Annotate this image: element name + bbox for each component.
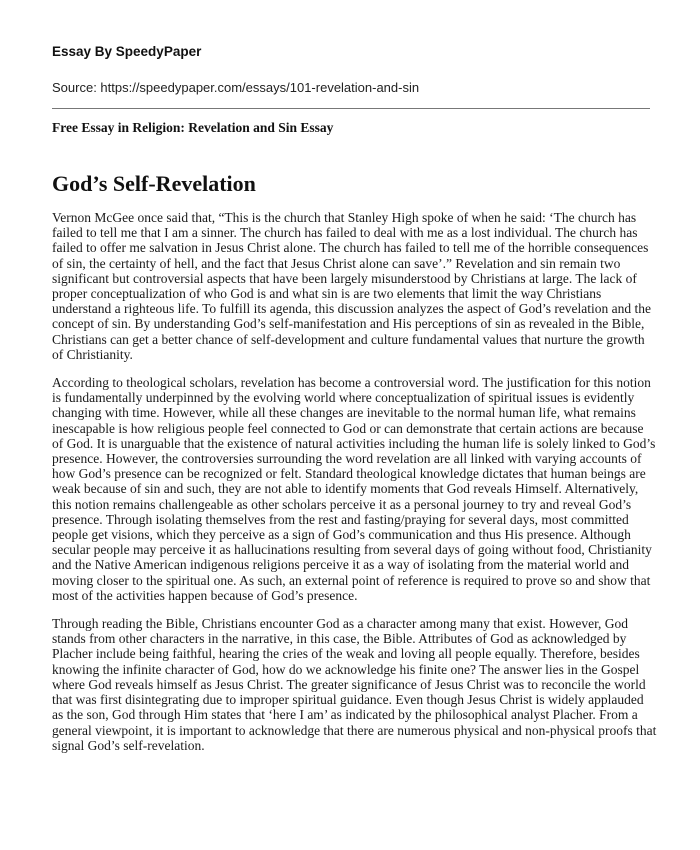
source-link[interactable]: Source: https://speedypaper.com/essays/101-revelation-and-sin (52, 80, 420, 95)
essay-subtitle: Free Essay in Religion: Revelation and Sin Essay (52, 120, 334, 135)
section-title: God’s Self-Revelation (52, 171, 256, 196)
paragraph-2: According to theological scholars, revelation has become a controversial word. The justification for this notion is fundamentally underpinned by the evolving world where conceptualization of spiritual issues is evidently changing with time. However, while all these changes are inevitable to the normal human life, what remains inescapable is how religious people feel connected to God or can demonstrate that certain actions are because of God. It is unarguable that the existence of natural activities including the human life is solely linked to God’s presence. However, the controversies surrounding the word revelation are all linked with varying accounts of how God’s presence can be recognized or felt. Standard theological knowledge dictates that human beings are weak because of sin and such, they are not able to identify moments that God reveals Himself. Alternatively, this notion remains challengeable as other scholars perceive it as a personal journey to try and reveal God’s presence. Through isolating themselves from the rest and fasting/praying for several days, most committed people get visions, which they perceive as a sign of God’s communication and thus His presence. Although secular people may perceive it as hallucinations resulting from several days of going without food, Christianity and the Native American indigenous religions perceive it as a way of isolating from the material world and moving closer to the spiritual one. As such, an external point of reference is required to prove so and show that most of the activities happen because of God’s presence. (52, 375, 656, 603)
header-divider (52, 108, 650, 109)
essay-body (52, 210, 657, 766)
essay-header (52, 43, 652, 97)
paragraph-1: Vernon McGee once said that, “This is the church that Stanley High spoke of when he said: ‘The church has failed to tell me that I am a sinner. The church has failed to deal with me as a lost individual. The church has failed to offer me salvation in Jesus Christ alone. The church has failed to tell me of the horrible consequences of sin, the certainty of hell, and the fact that Jesus Christ alone can save’.” Revelation and sin remain two significant but controversial aspects that have been largely misunderstood by Christians at large. The lack of proper conceptualization of who God is and what sin is are two elements that limit the way Christians understand a righteous life. To fulfill its agenda, this discussion analyzes the aspect of God’s revelation and the concept of sin. By understanding God’s self-manifestation and His perceptions of sin as revealed in the Bible, Christians can get a better chance of self-development and culture fundamental values that nurture the growth of Christianity. (52, 210, 652, 362)
paragraph-3: Through reading the Bible, Christians encounter God as a character among many that exist. However, God stands from other characters in the narrative, in this case, the Bible. Attributes of God as acknowledged by Placher include being faithful, hearing the cries of the weak and loving all people equally. Therefore, besides knowing the infinite character of God, how do we acknowledge his finite one? The answer lies in the Gospel where God reveals himself as Jesus Christ. The greater significance of Jesus Christ was to reconcile the world that was first disintegrating due to improper spiritual guidance. Even though Jesus Christ is widely applauded as the son, God through Him states that ‘here I am’ as indicated by the philosophical analyst Placher. From a general viewpoint, it is important to acknowledge that there are numerous physical and non-physical proofs that signal God’s self-revelation. (52, 616, 657, 753)
essay-author: Essay By SpeedyPaper (52, 44, 202, 59)
